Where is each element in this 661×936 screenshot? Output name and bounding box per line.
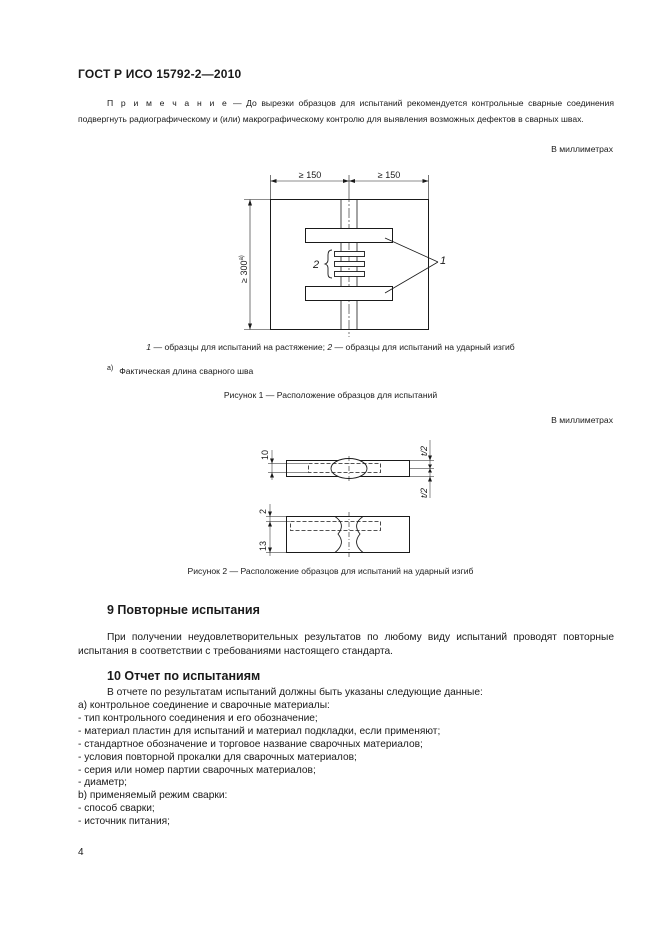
leader-line [385, 262, 438, 293]
list-item: - условия повторной прокалки для сварочных материалов; [78, 751, 357, 763]
standard-code: ГОСТ Р ИСО 15792-2—2010 [78, 67, 242, 81]
section10-intro: В отчете по результатам испытаний должны быть указаны следующие данные: [107, 687, 483, 698]
figure1-footnote: $^{а)}$ Фактическая длина сварного шва [107, 365, 254, 376]
list-item: - серия или номер партии сварочных материалов; [78, 764, 316, 776]
tensile-specimen-top [306, 229, 393, 243]
leader-line [385, 238, 438, 262]
dim-2: 2 [258, 508, 268, 514]
report-items-list [78, 700, 614, 829]
impact-specimen-outline [291, 522, 381, 531]
list-item: а) контрольное соединение и сварочные материалы: [78, 700, 330, 711]
impact-specimen [335, 272, 365, 277]
figure1-units: В миллиметрах [551, 144, 613, 154]
label-1: 1 [440, 255, 447, 267]
list-item: - стандартное обозначение и торговое название сварочных материалов; [78, 738, 423, 750]
list-item: - тип контрольного соединения и его обозначение; [78, 712, 318, 724]
section9-paragraph: При получении неудовлетворительных результатов по любому виду испытаний проводят повторные испытания в соответствии с требованиями настоящего стандарта. [78, 632, 614, 657]
label-2: 2 [313, 259, 320, 271]
note-text: — До вырезки образцов для испытаний рекомендуется контрольные сварные соединения подвергнуть радиографическому и (или) макрографическому контролю для выявления возможных дефектов в сварных швах. [78, 98, 614, 124]
list-item: - диаметр; [78, 777, 128, 789]
figure2-caption: Рисунок 2 — Расположение образцов для испытаний на ударный изгиб [187, 566, 474, 576]
dim-height: ≥ $300^{а)}$ [239, 255, 249, 283]
dim-t2-top: t/2 [419, 445, 429, 456]
figure2-drawing [0, 430, 661, 560]
list-item: b) применяемый режим сварки: [78, 790, 228, 802]
note-label: П р и м е ч а н и е [107, 98, 229, 108]
list-item: - источник питания; [78, 816, 171, 828]
impact-specimen [335, 252, 365, 257]
dim-left: ≥ 150 [298, 170, 322, 180]
figure1-drawing [0, 0, 661, 340]
dim-right: ≥ 150 [377, 170, 401, 180]
brace [325, 250, 332, 278]
dim-t2-bottom: t/2 [419, 487, 429, 498]
tensile-specimen-bottom [306, 287, 393, 301]
impact-specimen [335, 262, 365, 267]
dim-10: 10 [260, 449, 270, 460]
list-item: - способ сварки; [78, 803, 155, 815]
figure2-units: В миллиметрах [551, 415, 613, 425]
section9-heading: 9 Повторные испытания [107, 603, 260, 617]
figure1-legend: 1 — образцы для испытаний на растяжение; 2 — образцы для испытаний на ударный изгиб [146, 342, 515, 352]
dim-13: 13 [258, 540, 268, 551]
list-item: - материал пластин для испытаний и материал подкладки, если применяют; [78, 725, 441, 737]
figure1-caption: Рисунок 1 — Расположение образцов для испытаний [223, 390, 438, 400]
section10-heading: 10 Отчет по испытаниям [107, 669, 261, 683]
page-number: 4 [78, 847, 84, 858]
